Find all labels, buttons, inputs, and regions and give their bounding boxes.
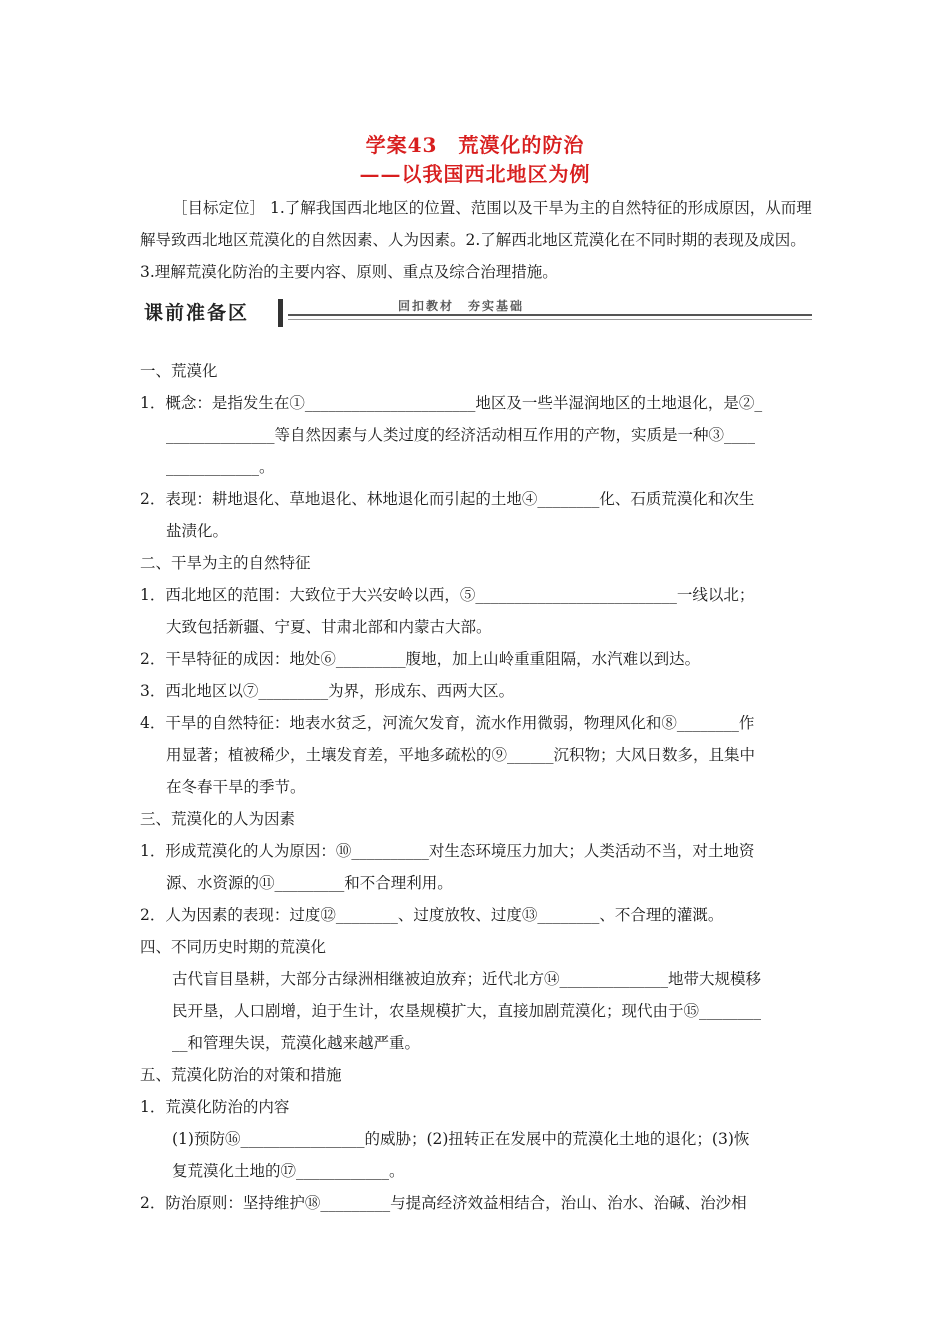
text-line: 2．干旱特征的成因：地处⑥_________腹地，加上山岭重重阻隔，水汽难以到达。 bbox=[140, 650, 701, 668]
banner-title-box bbox=[140, 295, 276, 328]
section-heading: 四、不同历史时期的荒漠化 bbox=[140, 938, 327, 956]
section-heading: 一、荒漠化 bbox=[140, 362, 218, 380]
text-line: 1．形成荒漠化的人为原因：⑩__________对生态环境压力加大；人类活动不当，对土地资 bbox=[140, 842, 755, 860]
banner-rule bbox=[288, 314, 812, 316]
text-line: 古代盲目垦耕，大部分古绿洲相继被迫放弃；近代北方⑭______________地带大规模移 bbox=[172, 970, 762, 988]
page-title: 学案43 荒漠化的防治 bbox=[365, 133, 585, 157]
text-line: 用显著；植被稀少，土壤发育差，平地多疏松的⑨______沉积物；大风日数多，且集中 bbox=[166, 746, 756, 764]
banner-divider bbox=[278, 299, 283, 327]
page-subtitle: ——以我国西北地区为例 bbox=[359, 162, 591, 186]
banner-title: 课前准备区 bbox=[144, 302, 250, 324]
text-line: 1．概念：是指发生在①______________________地区及一些半湿润地区的土地退化，是②_ bbox=[140, 394, 763, 412]
section-banner bbox=[140, 295, 812, 331]
text-line: 大致包括新疆、宁夏、甘肃北部和内蒙古大部。 bbox=[166, 618, 492, 636]
objective-label: ［目标定位］ bbox=[172, 199, 266, 217]
text-line: 源、水资源的⑪_________和不合理利用。 bbox=[166, 874, 453, 892]
section-heading: 三、荒漠化的人为因素 bbox=[140, 810, 296, 828]
text-line: 2．防治原则：坚持维护⑱_________与提高经济效益相结合，治山、治水、治碱、治沙相 bbox=[140, 1194, 747, 1212]
section-heading: 五、荒漠化防治的对策和措施 bbox=[140, 1066, 342, 1084]
text-line: 4．干旱的自然特征：地表水贫乏，河流欠发育，流水作用微弱，物理风化和⑧________作 bbox=[140, 714, 755, 732]
section-heading: 二、干旱为主的自然特征 bbox=[140, 554, 311, 572]
text-line: __和管理失误，荒漠化越来越严重。 bbox=[172, 1034, 421, 1052]
text-line: 民开垦，人口剧增，迫于生计，农垦规模扩大，直接加剧荒漠化；现代由于⑮________ bbox=[172, 1002, 762, 1020]
text-line: 在冬春干旱的季节。 bbox=[166, 778, 306, 796]
text-line: 1．西北地区的范围：大致位于大兴安岭以西，⑤__________________________一线以北； bbox=[140, 586, 755, 604]
banner-subtitle: 回扣教材 夯实基础 bbox=[390, 297, 532, 314]
objective-paragraph bbox=[140, 192, 812, 288]
text-line: 1．荒漠化防治的内容 bbox=[140, 1098, 290, 1116]
text-line: 复荒漠化土地的⑰____________。 bbox=[172, 1162, 405, 1180]
text-line: 2．表现：耕地退化、草地退化、林地退化而引起的土地④________化、石质荒漠化和次生 bbox=[140, 490, 755, 508]
text-line: 2．人为因素的表现：过度⑫________、过度放牧、过度⑬________、不合理的灌溉。 bbox=[140, 906, 724, 924]
text-line: (1)预防⑯________________的威胁；(2)扭转正在发展中的荒漠化土地的退化；(3)恢 bbox=[172, 1130, 750, 1148]
text-line: 盐渍化。 bbox=[166, 522, 229, 540]
banner-rule-thin bbox=[288, 319, 812, 320]
text-line: 3．西北地区以⑦_________为界，形成东、西两大区。 bbox=[140, 682, 515, 700]
text-line: ______________等自然因素与人类过度的经济活动相互作用的产物，实质是一种③____ bbox=[166, 426, 756, 444]
text-line: ____________。 bbox=[166, 458, 275, 476]
objective-text: 1.了解我国西北地区的位置、范围以及干旱为主的自然特征的形成原因，从而理解导致西北地区荒漠化的自然因素、人为因素。2.了解西北地区荒漠化在不同时期的表现及成因。3.理解荒漠化防治的主要内容、原则、重点及综合治理措施。 bbox=[140, 199, 812, 281]
